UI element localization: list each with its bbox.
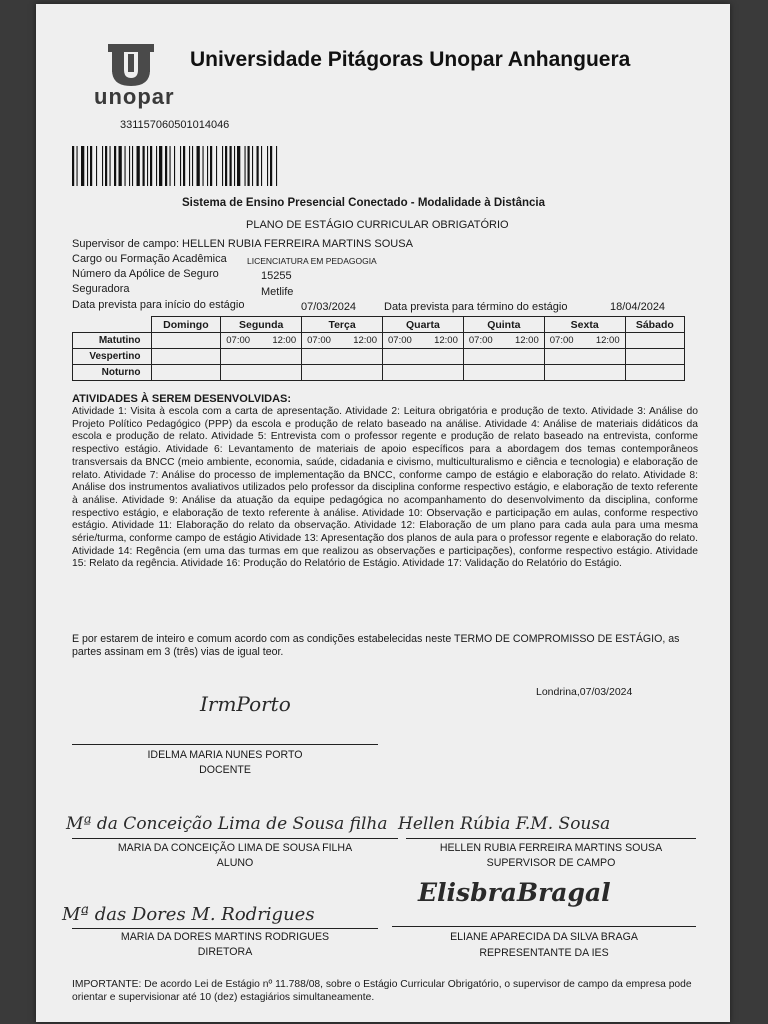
schedule-cell [302, 333, 383, 349]
supervisor-field: Supervisor de campo: HELLEN RUBIA FERREIRA MARTINS SOUSA [72, 238, 413, 250]
schedule-cell [463, 333, 544, 349]
start-time: 07:00 [388, 335, 412, 346]
schedule-cell [221, 349, 302, 365]
end-time: 12:00 [514, 335, 539, 346]
day-header: Quinta [463, 317, 544, 333]
docente-signature-line [72, 744, 378, 745]
schedule-cell [302, 365, 383, 381]
seguradora-label: Seguradora [72, 283, 130, 295]
shift-label: Noturno [73, 365, 152, 381]
inicio-label: Data prevista para início do estágio [72, 299, 245, 311]
start-time: 07:00 [307, 335, 331, 346]
end-time: 12:00 [434, 335, 458, 346]
supervisor-name: HELLEN RUBIA FERREIRA MARTINS SOUSA [439, 842, 663, 854]
schedule-header-row [73, 317, 685, 333]
schedule-cell [383, 333, 464, 349]
diretora-name: MARIA DA DORES MARTINS RODRIGUES [120, 931, 330, 943]
schedule-cell [151, 333, 221, 349]
inicio-value: 07/03/2024 [301, 301, 357, 313]
document-code: 331157060501014046 [120, 119, 230, 131]
schedule-cell [544, 365, 625, 381]
aluno-signature: Mª da Conceição Lima de Sousa filha [66, 814, 388, 834]
day-header: Segunda [221, 317, 302, 333]
aluno-signature-line [72, 838, 398, 839]
apolice-label: Número da Apólice de Seguro [72, 268, 219, 280]
day-header: Quarta [383, 317, 464, 333]
barcode [72, 146, 342, 186]
end-time: 12:00 [595, 335, 620, 346]
cargo-label: Cargo ou Formação Acadêmica [72, 253, 227, 265]
supervisor-role: SUPERVISOR DE CAMPO [486, 857, 616, 869]
document-page [36, 4, 730, 1022]
system-title: Sistema de Ensino Presencial Conectado - Modalidade à Distância [182, 197, 545, 209]
schedule-table [72, 316, 685, 381]
shift-label: Vespertino [73, 349, 152, 365]
start-time: 07:00 [226, 335, 251, 346]
place-date: Londrina,07/03/2024 [536, 686, 633, 698]
schedule-cell [463, 365, 544, 381]
day-header: Sexta [544, 317, 625, 333]
docente-role: DOCENTE [199, 764, 251, 776]
plan-title: PLANO DE ESTÁGIO CURRICULAR OBRIGATÓRIO [246, 219, 509, 231]
termino-label: Data prevista para término do estágio [384, 301, 568, 313]
ies-role: REPRESENTANTE DA IES [479, 947, 609, 959]
schedule-cell [221, 333, 302, 349]
footer-note: IMPORTANTE: De acordo Lei de Estágio nº 11.788/08, sobre o Estágio Curricular Obrigatório, o supervisor de campo da empresa pode orientar e supervisionar até 10 (dez) estagiários simultaneamente. [72, 979, 692, 1003]
seguradora-value: Metlife [261, 286, 294, 298]
aluno-name: MARIA DA CONCEIÇÃO LIMA DE SOUSA FILHA [117, 842, 353, 854]
end-time: 12:00 [272, 335, 297, 346]
university-name: Universidade Pitágoras Unopar Anhanguera [190, 48, 631, 71]
term-paragraph: E por estarem de inteiro e comum acordo com as condições estabelecidas neste TERMO DE COMPROMISSO DE ESTÁGIO, as partes assinam em 3 (três) vias de igual teor. [72, 633, 680, 658]
unopar-logo-icon [108, 44, 154, 86]
cargo-value: LICENCIATURA EM PEDAGOGIA [247, 256, 377, 266]
schedule-row [73, 349, 685, 365]
docente-signature: IrmPorto [200, 692, 291, 716]
start-time: 07:00 [549, 335, 574, 346]
schedule-cell [383, 349, 464, 365]
schedule-cell [463, 349, 544, 365]
corner-cell [73, 317, 152, 333]
day-header: Domingo [151, 317, 221, 333]
ies-signature: ElisbraBragal [418, 878, 611, 907]
schedule-cell [544, 333, 625, 349]
apolice-value: 15255 [261, 270, 292, 282]
activities-title: ATIVIDADES À SEREM DESENVOLVIDAS: [72, 393, 292, 405]
shift-label: Matutino [73, 333, 152, 349]
logo-wordmark: unopar [94, 84, 175, 109]
schedule-row [73, 333, 685, 349]
schedule-cell [221, 365, 302, 381]
docente-name: IDELMA MARIA NUNES PORTO [147, 749, 303, 761]
activities-text: Atividade 1: Visita à escola com a carta de apresentação. Atividade 2: Leitura obrigatória e produção de texto. Atividade 3: Análise do Projeto Político Pedagógico (PPP) da escola e produção de relato baseado na análise. Atividade 4: Análise de materiais didáticos da escola e produção de relato. Atividade 5: Entrevista com o professor regente e produção de relato baseado na entrevista, conforme respectivo estágio. Atividade 6: Levantamento de materiais de apoio específicos para a abordagem dos temas contemporâneos transversais da BNCC (meio ambiente, economia, saúde, cidadania e civismo, multiculturalismo e ciência e tecnologia) e elaboração de relato. Atividade 7: Análise do processo de implementação da BNCC, conforme campo de estágio e elaboração do relato. Atividade 8: Análise dos instrumentos avaliativos utilizados pelo professor da disciplina conforme respectivo estágio, e elaboração de texto referente à análise. Atividade 9: Análise da atuação da equipe pedagógica no acompanhamento do desenvolvimento da disciplina, conforme respectivo estágio, e elaboração de texto referente à análise. Atividade 10: Observação e participação em aulas, conforme respectivo estágio. Atividade 11: Elaboração do relato da observação. Atividade 12: Elaboração de um plano para cada aula para uma mesma série/turma, conforme campo de estágio Atividade 13: Apresentação dos planos de aula para o professor regente e elaboração do relato. Atividade 14: Regência (em uma das turmas em que realizou as observações e participações), conforme respectivo estágio. Atividade 15: Relato da regência. Atividade 16: Produção do Relatório de Estágio. Atividade 17: Validação do Relatório do Estágio. [72, 406, 698, 570]
day-header: Sábado [625, 317, 684, 333]
schedule-cell [625, 365, 684, 381]
diretora-signature-line [72, 928, 378, 929]
schedule-cell [383, 365, 464, 381]
schedule-cell [544, 349, 625, 365]
schedule-row [73, 365, 685, 381]
start-time: 07:00 [468, 335, 493, 346]
schedule-cell [151, 365, 221, 381]
diretora-signature: Mª das Dores M. Rodrigues [62, 904, 315, 925]
schedule-cell [625, 349, 684, 365]
schedule-cell [302, 349, 383, 365]
end-time: 12:00 [353, 335, 377, 346]
aluno-role: ALUNO [216, 857, 254, 869]
diretora-role: DIRETORA [197, 946, 253, 958]
ies-signature-line [392, 926, 696, 927]
ies-name: ELIANE APARECIDA DA SILVA BRAGA [450, 931, 638, 943]
schedule-cell [151, 349, 221, 365]
termino-value: 18/04/2024 [610, 301, 666, 313]
schedule-cell [625, 333, 684, 349]
supervisor-signature-line [406, 838, 696, 839]
supervisor-signature: Hellen Rúbia F.M. Sousa [398, 814, 611, 834]
day-header: Terça [302, 317, 383, 333]
